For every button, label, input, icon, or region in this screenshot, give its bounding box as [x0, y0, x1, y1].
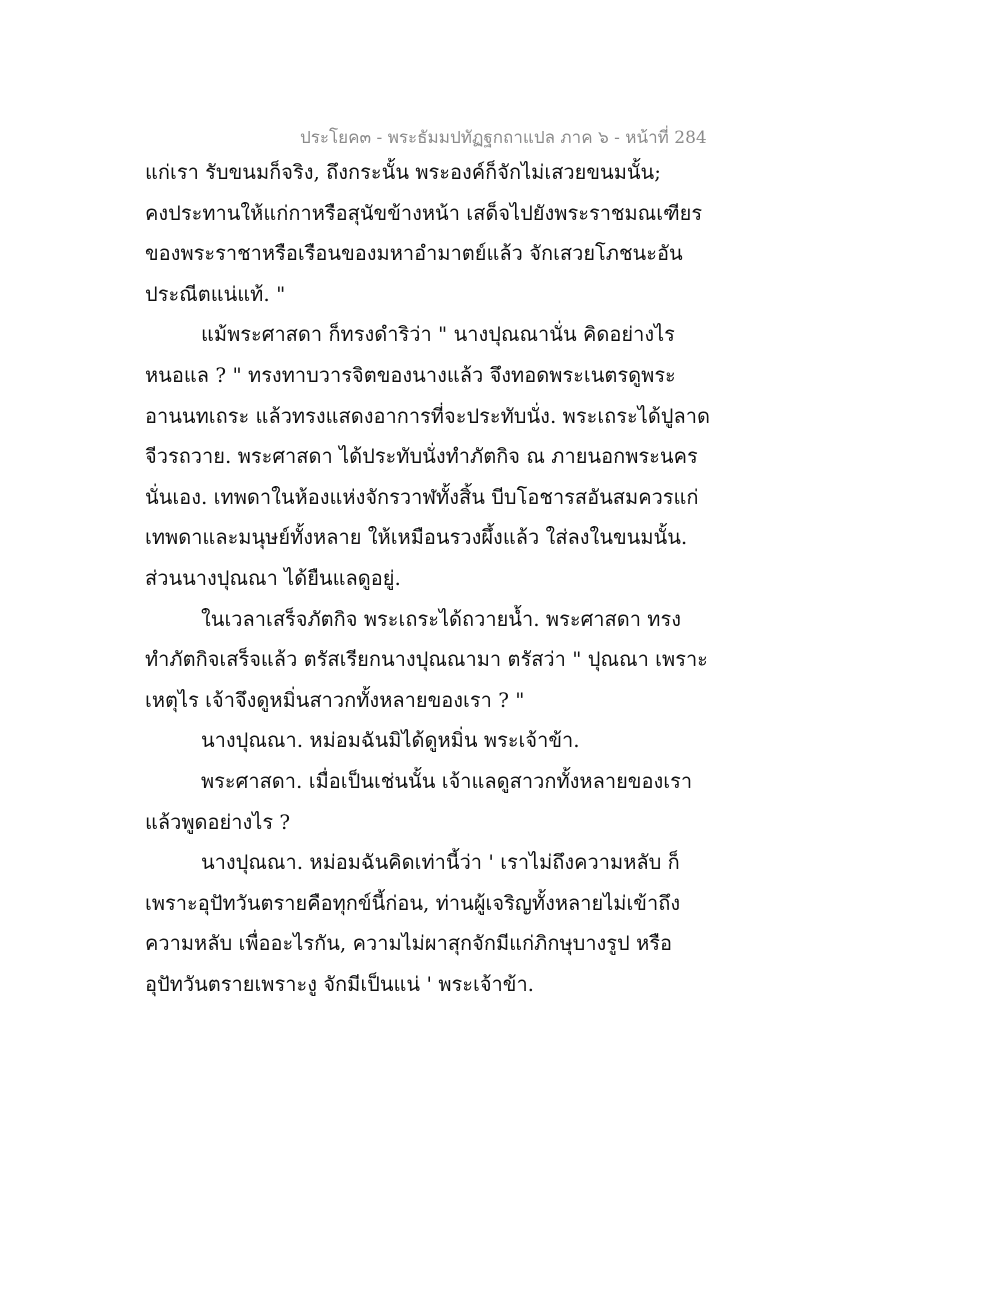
dialogue-line: นางปุณณา. หม่อมฉันมิได้ดูหมิ่น พระเจ้าข้า. — [201, 728, 580, 753]
text-line: เหตุไร เจ้าจึงดูหมิ่นสาวกทั้งหลายของเรา ? " — [145, 687, 525, 712]
text-line: ประณีตแน่แท้. " — [145, 281, 286, 306]
running-header: ประโยค๓ - พระธัมมปทัฏฐกถาแปล ภาค ๖ - หน้าที่ 284 — [300, 128, 707, 148]
text-line: คงประทานให้แก่กาหรือสุนัขข้างหน้า เสด็จไปยังพระราชมณเฑียร — [145, 200, 703, 225]
text-line: อานนทเถระ แล้วทรงแสดงอาการที่จะประทับนั่ง. พระเถระได้ปูลาด — [145, 403, 710, 428]
dialogue-line: นางปุณณา. หม่อมฉันคิดเท่านี้ว่า ' เราไม่ถึงความหลับ ก็ — [201, 850, 680, 875]
text-line: จีวรถวาย. พระศาสดา ได้ประทับนั่งทำภัตกิจ ณ ภายนอกพระนคร — [145, 444, 698, 469]
text-line: หนอแล ? " ทรงทาบวารจิตของนางแล้ว จึงทอดพระเนตรดูพระ — [145, 362, 676, 387]
text-line: ส่วนนางปุณณา ได้ยืนแลดูอยู่. — [145, 565, 401, 590]
text-line: เทพดาและมนุษย์ทั้งหลาย ให้เหมือนรวงผึ้งแล้ว ใส่ลงในขนมนั้น. — [145, 525, 688, 550]
body-text — [145, 152, 710, 1004]
text-line: ของพระราชาหรือเรือนของมหาอำมาตย์แล้ว จักเสวยโภชนะอัน — [145, 241, 683, 266]
text-line: ทำภัตกิจเสร็จแล้ว ตรัสเรียกนางปุณณามา ตรัสว่า " ปุณณา เพราะ — [145, 647, 708, 672]
text-line: เพราะอุปัทวันตรายคือทุกข์นี้ก่อน, ท่านผู้เจริญทั้งหลายไม่เข้าถึง — [145, 890, 681, 915]
paragraph-first-line: แม้พระศาสดา ก็ทรงดำริว่า " นางปุณณานั่น คิดอย่างไร — [201, 322, 675, 347]
text-line: อุปัทวันตรายเพราะงู จักมีเป็นแน่ ' พระเจ้าข้า. — [145, 971, 535, 996]
text-line: แล้วพูดอย่างไร ? — [145, 809, 291, 834]
text-line: นั่นเอง. เทพดาในห้องแห่งจักรวาฬทั้งสิ้น บีบโอชารสอันสมควรแก่ — [145, 484, 699, 509]
text-line: ความหลับ เพื่ออะไรกัน, ความไม่ผาสุกจักมีแก่ภิกษุบางรูป หรือ — [145, 931, 673, 956]
text-line: แก่เรา รับขนมก็จริง, ถึงกระนั้น พระองค์ก็จักไม่เสวยขนมนั้น; — [145, 160, 661, 184]
dialogue-line: พระศาสดา. เมื่อเป็นเช่นนั้น เจ้าแลดูสาวกทั้งหลายของเรา — [201, 768, 693, 793]
paragraph-first-line: ในเวลาเสร็จภัตกิจ พระเถระได้ถวายน้ำ. พระศาสดา ทรง — [201, 606, 681, 631]
